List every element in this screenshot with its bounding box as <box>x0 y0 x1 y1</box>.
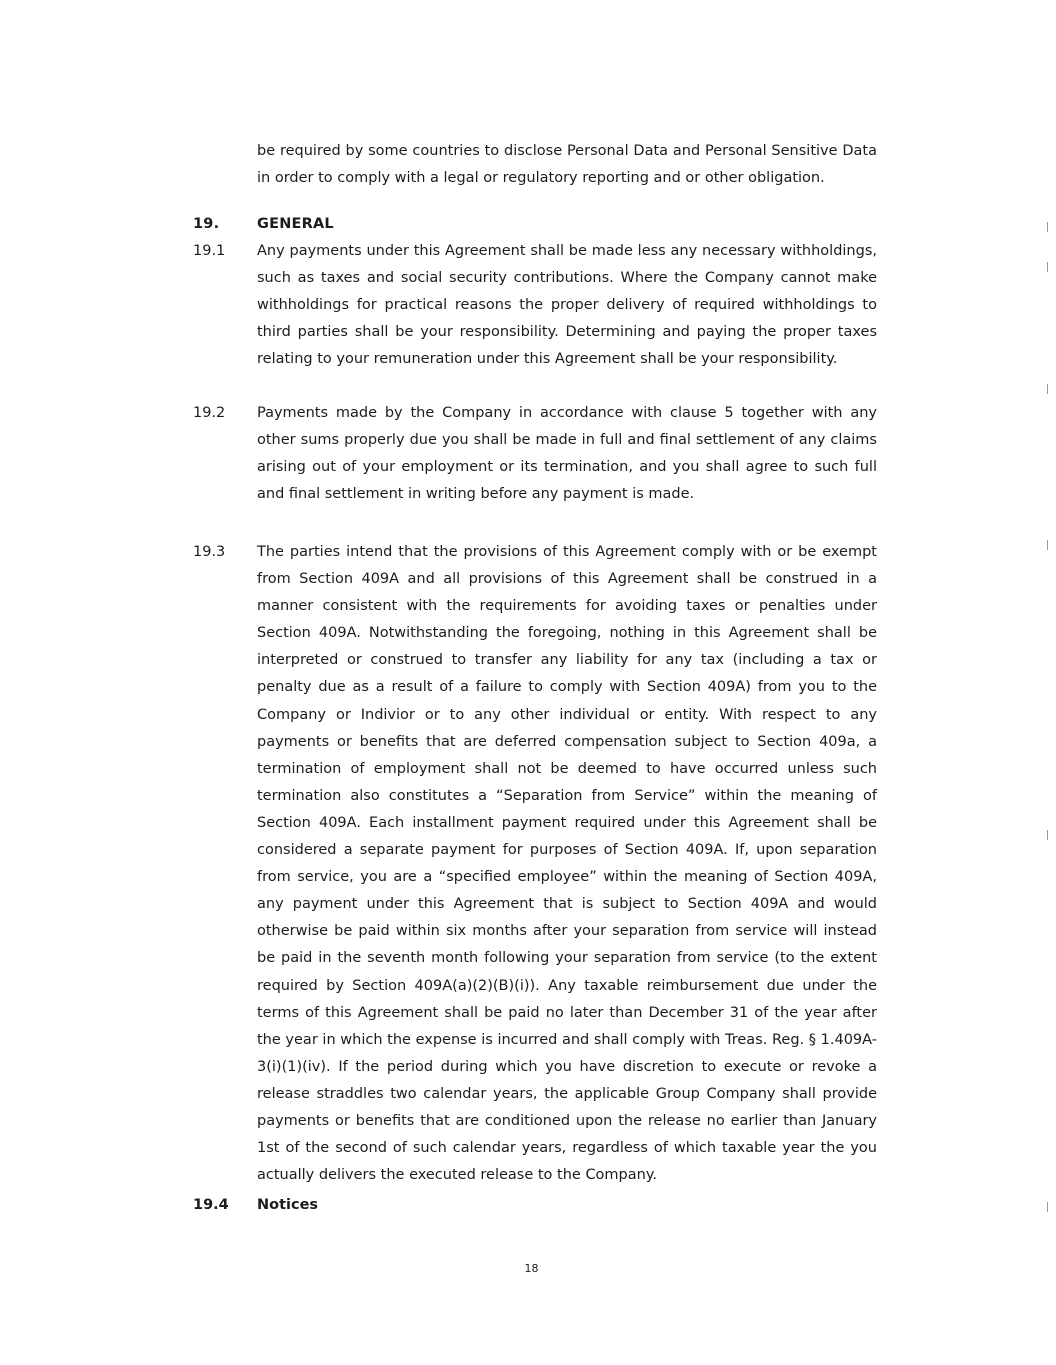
clause-paragraph: Payments made by the Company in accordance with clause 5 together with any other sums properly due you shall be made in full and final settlement of any claims arising out of your employment or its termination, and you shall agree to such full and final settlement in writing before any payment is made. <box>257 405 877 503</box>
continuation-paragraph: be required by some countries to disclose Personal Data and Personal Sensitive Data in order to comply with a legal or regulatory reporting and or other obligation. <box>257 143 877 187</box>
scan-margin-mark <box>1047 540 1048 550</box>
section-heading: GENERAL <box>257 216 334 232</box>
clause-number: 19.1 <box>193 243 226 259</box>
clause-number: 19.2 <box>193 405 226 421</box>
clause-paragraph: Any payments under this Agreement shall be made less any necessary withholdings, such as taxes and social security contributions. Where the Company cannot make withholdings for practical reasons the proper delivery of required withholdings to third parties shall be your responsibility. Determining and paying the proper taxes relating to your remuneration under this Agreement shall be your responsibility. <box>257 243 877 368</box>
section-number: 19. <box>193 216 220 232</box>
clause-number: 19.3 <box>193 544 226 560</box>
scan-margin-mark <box>1047 830 1048 840</box>
scan-margin-mark <box>1047 384 1048 394</box>
scan-margin-mark <box>1047 222 1048 232</box>
scan-margin-mark <box>1047 262 1048 272</box>
clause-heading: Notices <box>257 1197 319 1213</box>
clause-paragraph: The parties intend that the provisions of this Agreement comply with or be exempt from Section 409A and all provisions of this Agreement shall be construed in a manner consistent with the requirements for avoiding taxes or penalties under Section 409A. Notwithstanding the foregoing, nothing in this Agreement shall be interpreted or construed to transfer any liability for any tax (including a tax or penalty due as a result of a failure to comply with Section 409A) from you to the Company or Indivior or to any other individual or entity. With respect to any payments or benefits that are deferred compensation subject to Section 409a, a termination of employment shall not be deemed to have occurred unless such termination also constitutes a “Separation from Service” within the meaning of Section 409A. Each installment payment required under this Agreement shall be considered a separate payment for purposes of Section 409A. If, upon separation from service, you are a “specified employee” within the meaning of Section 409A, any payment under this Agreement that is subject to Section 409A and would otherwise be paid within six months after your separation from service will instead be paid in the seventh month following your separation from service (to the extent required by Section 409A(a)(2)(B)(i)). Any taxable reimbursement due under the terms of this Agreement shall be paid no later than December 31 of the year after the year in which the expense is incurred and shall comply with Treas. Reg. § 1.409A-3(i)(1)(iv). If the period during which you have discretion to execute or revoke a release straddles two calendar years, the applicable Group Company shall provide payments or benefits that are conditioned upon the release no earlier than January 1st of the second of such calendar years, regardless of which taxable year the you actually delivers the executed release to the Company. <box>257 544 877 1184</box>
clause-number: 19.4 <box>193 1197 229 1213</box>
scan-margin-mark <box>1047 1202 1048 1212</box>
page-number: 18 <box>524 1262 539 1275</box>
